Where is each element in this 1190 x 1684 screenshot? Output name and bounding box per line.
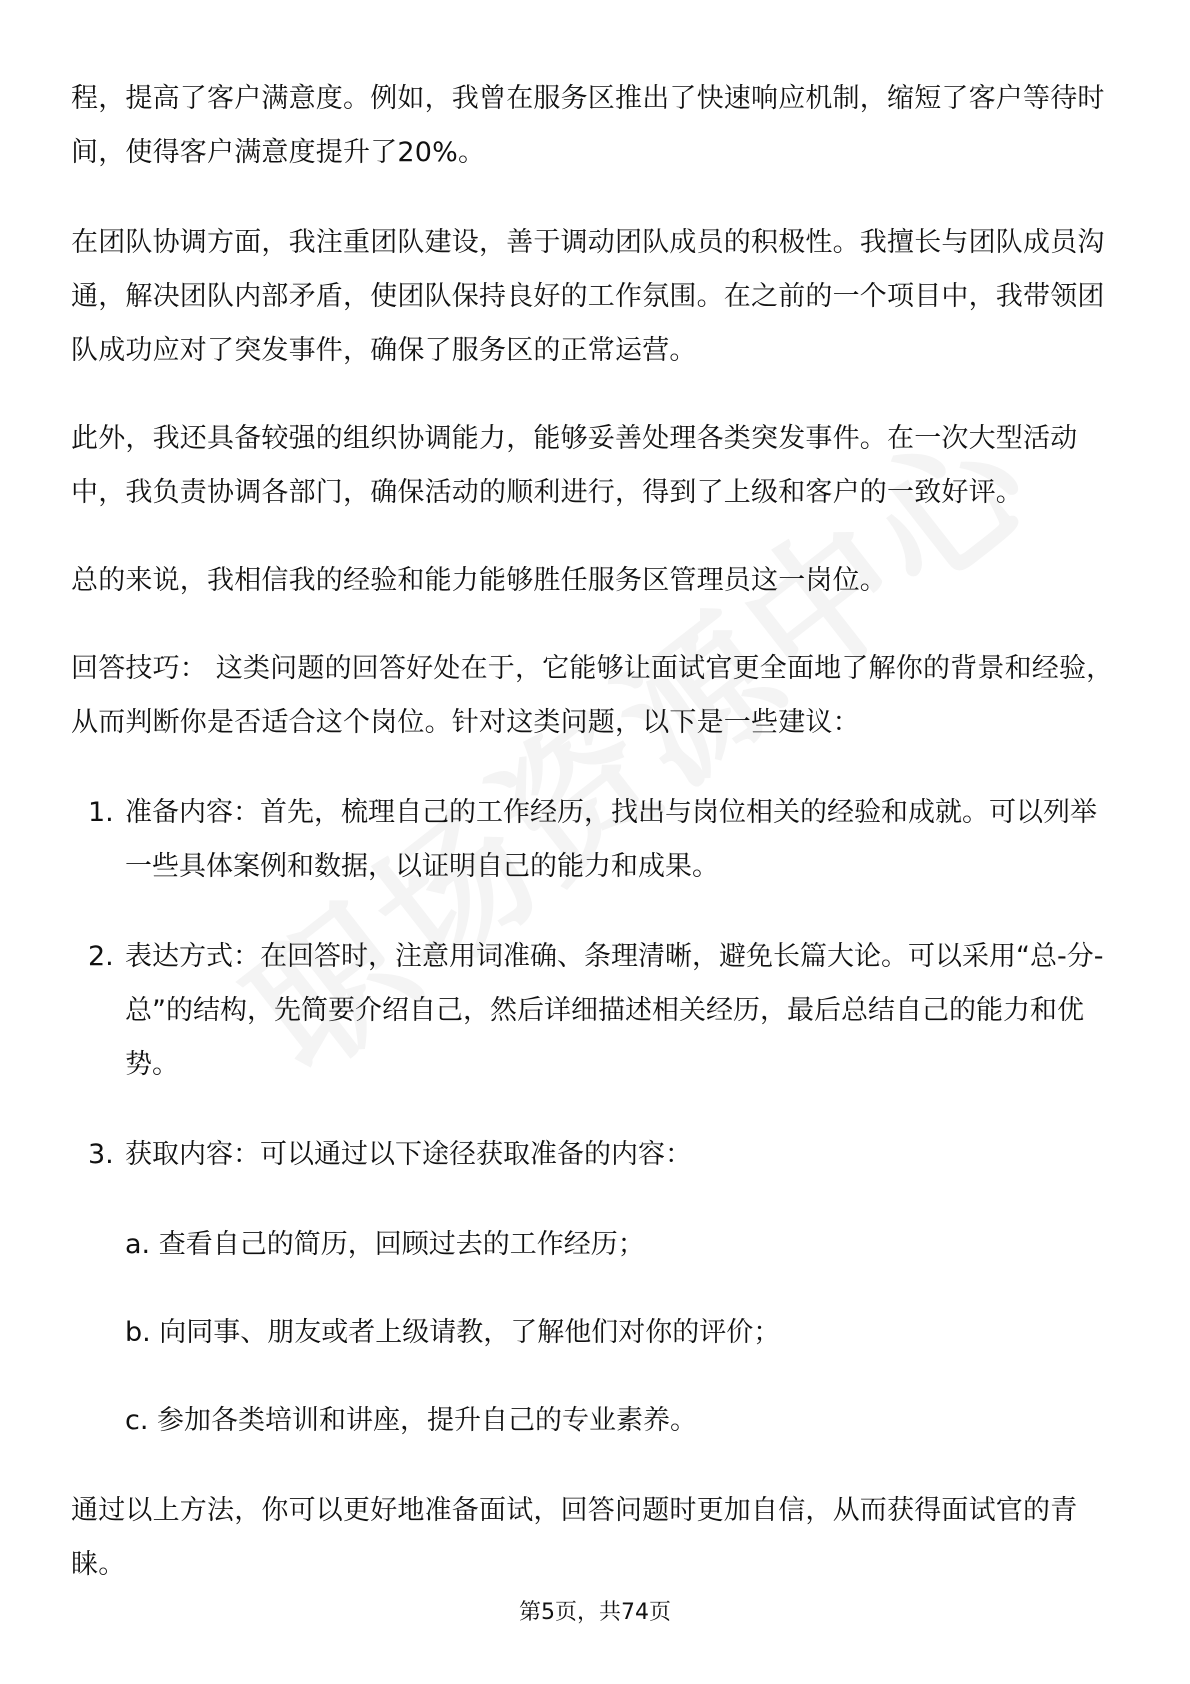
tip-text: 准备内容：首先，梳理自己的工作经历，找出与岗位相关的经验和成就。可以列举一些具体案例和数据，以证明自己的能力和成果。 [125,797,1097,882]
paragraph-summary: 总的来说，我相信我的经验和能力能够胜任服务区管理员这一岗位。 [71,565,887,596]
tip-text: 表达方式：在回答时，注意用词准确、条理清晰，避免长篇大论。可以采用“总-分-总”的结构，先简要介绍自己，然后详细描述相关经历，最后总结自己的能力和优势。 [125,941,1104,1080]
tip-text: 获取内容：可以通过以下途径获取准备的内容： [125,1139,692,1170]
tip-number: 3. [88,1139,114,1170]
tip-item-prepare [71,786,1119,894]
sub-item-resume: a. 查看自己的简历，回顾过去的工作经历； [125,1229,645,1260]
paragraph-customer-satisfaction: 程，提高了客户满意度。例如，我曾在服务区推出了快速响应机制，缩短了客户等待时间，使得客户满意度提升了20%。 [71,83,1105,168]
paragraph-answer-tips: 回答技巧： 这类问题的回答好处在于，它能够让面试官更全面地了解你的背景和经验，从而判断你是否适合这个岗位。针对这类问题，以下是一些建议： [71,653,1114,738]
tips-list [71,786,1119,1448]
paragraph-organization-ability: 此外，我还具备较强的组织协调能力，能够妥善处理各类突发事件。在一次大型活动中，我负责协调各部门，确保活动的顺利进行，得到了上级和客户的一致好评。 [71,423,1078,508]
sub-item-training: c. 参加各类培训和讲座，提升自己的专业素养。 [125,1405,698,1436]
sub-item-ask-colleagues: b. 向同事、朋友或者上级请教，了解他们对你的评价； [125,1317,781,1348]
tip-item-expression [71,930,1119,1092]
tip-item-obtain [71,1128,1119,1448]
tip-number: 2. [88,941,114,972]
page-body [71,72,1119,1592]
page-number-footer: 第5页，共74页 [519,1600,671,1625]
tip-number: 1. [88,797,114,828]
paragraph-closing: 通过以上方法，你可以更好地准备面试，回答问题时更加自信，从而获得面试官的青睐。 [71,1495,1078,1580]
paragraph-team-coordination: 在团队协调方面，我注重团队建设，善于调动团队成员的积极性。我擅长与团队成员沟通，解决团队内部矛盾，使团队保持良好的工作氛围。在之前的一个项目中，我带领团队成功应对了突发事件，确保了服务区的正常运营。 [71,227,1105,366]
